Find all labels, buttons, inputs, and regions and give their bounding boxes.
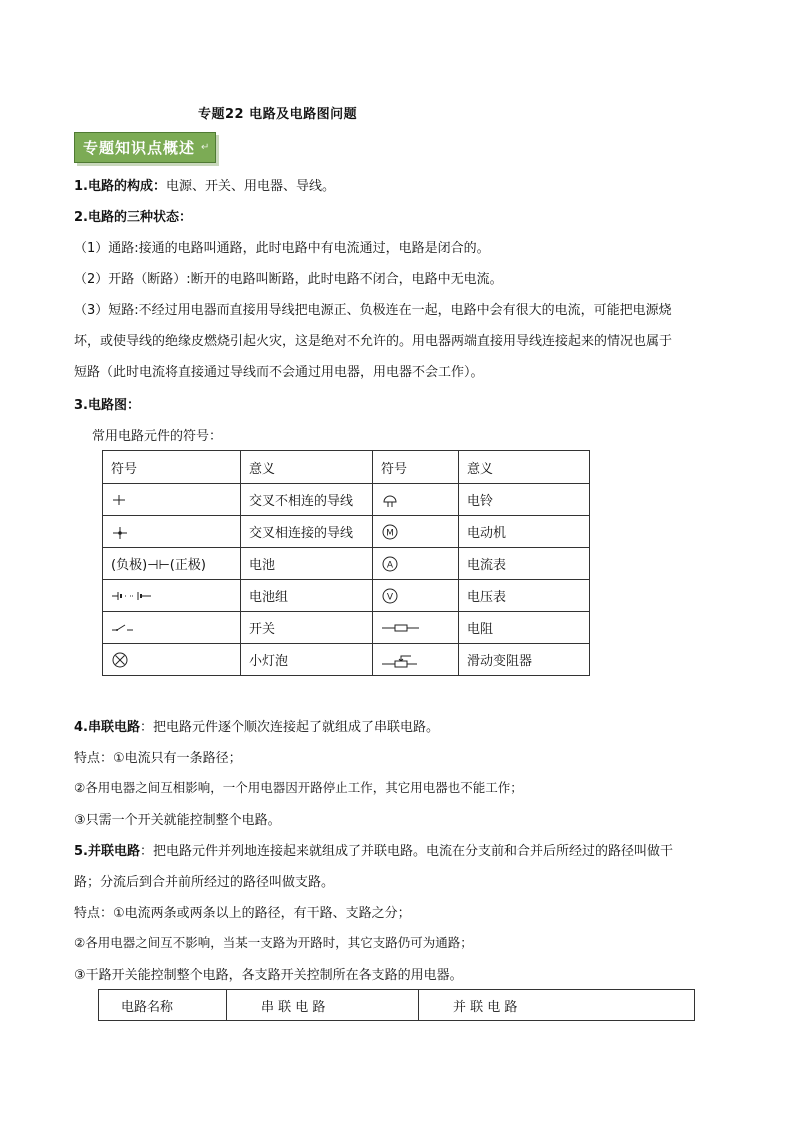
banner-text: 专题知识点概述 (83, 139, 196, 157)
section-banner (74, 132, 216, 163)
table-row (103, 484, 590, 516)
switch-icon (103, 612, 241, 644)
section-2-heading: 2.电路的三种状态： (74, 210, 192, 225)
section-5 (74, 840, 673, 859)
parallel-feature-3: ③干路开关能控制整个电路，各支路开关控制所在各支路的用电器。 (74, 968, 463, 983)
series-feature-3: ③只需一个开关就能控制整个电路。 (74, 813, 281, 828)
symbol-table-header (103, 451, 590, 484)
paragraph-short-circuit-3: 短路（此时电流将直接通过导线而不会通过用电器，用电器不会工作）。 (74, 365, 484, 380)
resistor-icon (373, 612, 459, 644)
section-1 (74, 175, 335, 194)
symbol-table (102, 450, 590, 676)
series-feature-2: ②各用电器之间互相影响，一个用电器因开路停止工作，其它用电器也不能工作； (74, 780, 523, 795)
section-5-body: ：把电路元件并列地连接起来就组成了并联电路。电流在分支前和合并后所经过的路径叫做干 (139, 844, 673, 859)
section-3-heading: 3.电路图： (74, 398, 140, 413)
svg-text:V: V (386, 592, 394, 602)
lamp-icon (103, 644, 241, 676)
ammeter-icon (373, 548, 459, 580)
series-feature-1: 特点：①电流只有一条路径； (74, 751, 242, 766)
section-4 (74, 716, 439, 735)
parallel-feature-2: ②各用电器之间互不影响，当某一支路为开路时，其它支路仍可为通路； (74, 935, 473, 950)
section-4-heading: 4.串联电路 (74, 720, 140, 735)
meaning-cell: 电池组 (241, 580, 373, 612)
meaning-cell: 滑动变阻器 (459, 644, 590, 676)
section-1-heading: 1.电路的构成： (74, 179, 166, 194)
rheostat-icon (373, 644, 459, 676)
meaning-cell: 电池 (241, 548, 373, 580)
parallel-feature-1: 特点：①电流两条或两条以上的路径，有干路、支路之分； (74, 906, 411, 921)
comparison-table (98, 989, 695, 1021)
meaning-cell: 电压表 (459, 580, 590, 612)
table-row (103, 580, 590, 612)
meaning-cell: 电铃 (459, 484, 590, 516)
paragraph-short-circuit-2: 坏，或使导线的绝缘皮燃烧引起火灾，这是绝对不允许的。用电器两端直接用导线连接起来的情况也属于 (74, 334, 673, 349)
table-row (103, 612, 590, 644)
paragraph-short-circuit-1: （3）短路:不经过用电器而直接用导线把电源正、负极连在一起，电路中会有很大的电流，可能把电源烧 (74, 303, 672, 318)
meaning-cell: 电动机 (459, 516, 590, 548)
meaning-cell: 开关 (241, 612, 373, 644)
table-row (99, 990, 695, 1021)
header-cell: 意义 (241, 451, 373, 484)
section-4-body: ：把电路元件逐个顺次连接起了就组成了串联电路。 (139, 720, 439, 735)
motor-icon (373, 516, 459, 548)
meaning-cell: 电流表 (459, 548, 590, 580)
meaning-cell: 交叉相连接的导线 (241, 516, 373, 548)
voltmeter-icon (373, 580, 459, 612)
symbols-caption: 常用电路元件的符号： (92, 429, 223, 444)
bell-icon (373, 484, 459, 516)
battery-pack-icon (103, 580, 241, 612)
svg-text:M: M (386, 528, 394, 538)
column-header: 电路名称 (99, 990, 227, 1021)
battery-symbol-text: (负极)⊣⊢(正极) (103, 548, 241, 580)
paragraph-closed-circuit: （1）通路:接通的电路叫通路，此时电路中有电流通过，电路是闭合的。 (74, 241, 490, 256)
section-1-body: 电源、开关、用电器、导线。 (165, 179, 335, 194)
column-header: 串 联 电 路 (227, 990, 419, 1021)
paragraph-mark: ↵ (201, 142, 211, 153)
crossing-wires-icon (103, 484, 241, 516)
svg-text:A: A (386, 560, 394, 570)
header-cell: 意义 (459, 451, 590, 484)
table-row (103, 548, 590, 580)
header-cell: 符号 (373, 451, 459, 484)
meaning-cell: 小灯泡 (241, 644, 373, 676)
section-5-continuation: 路；分流后到合并前所经过的路径叫做支路。 (74, 875, 335, 890)
section-5-heading: 5.并联电路 (74, 844, 140, 859)
meaning-cell: 交叉不相连的导线 (241, 484, 373, 516)
page-title: 专题22 电路及电路图问题 (198, 107, 358, 122)
connected-wires-icon (103, 516, 241, 548)
table-row (103, 516, 590, 548)
column-header: 并 联 电 路 (419, 990, 695, 1021)
meaning-cell: 电阻 (459, 612, 590, 644)
table-row (103, 644, 590, 676)
header-cell: 符号 (103, 451, 241, 484)
paragraph-open-circuit: （2）开路（断路）:断开的电路叫断路，此时电路不闭合，电路中无电流。 (74, 272, 503, 287)
